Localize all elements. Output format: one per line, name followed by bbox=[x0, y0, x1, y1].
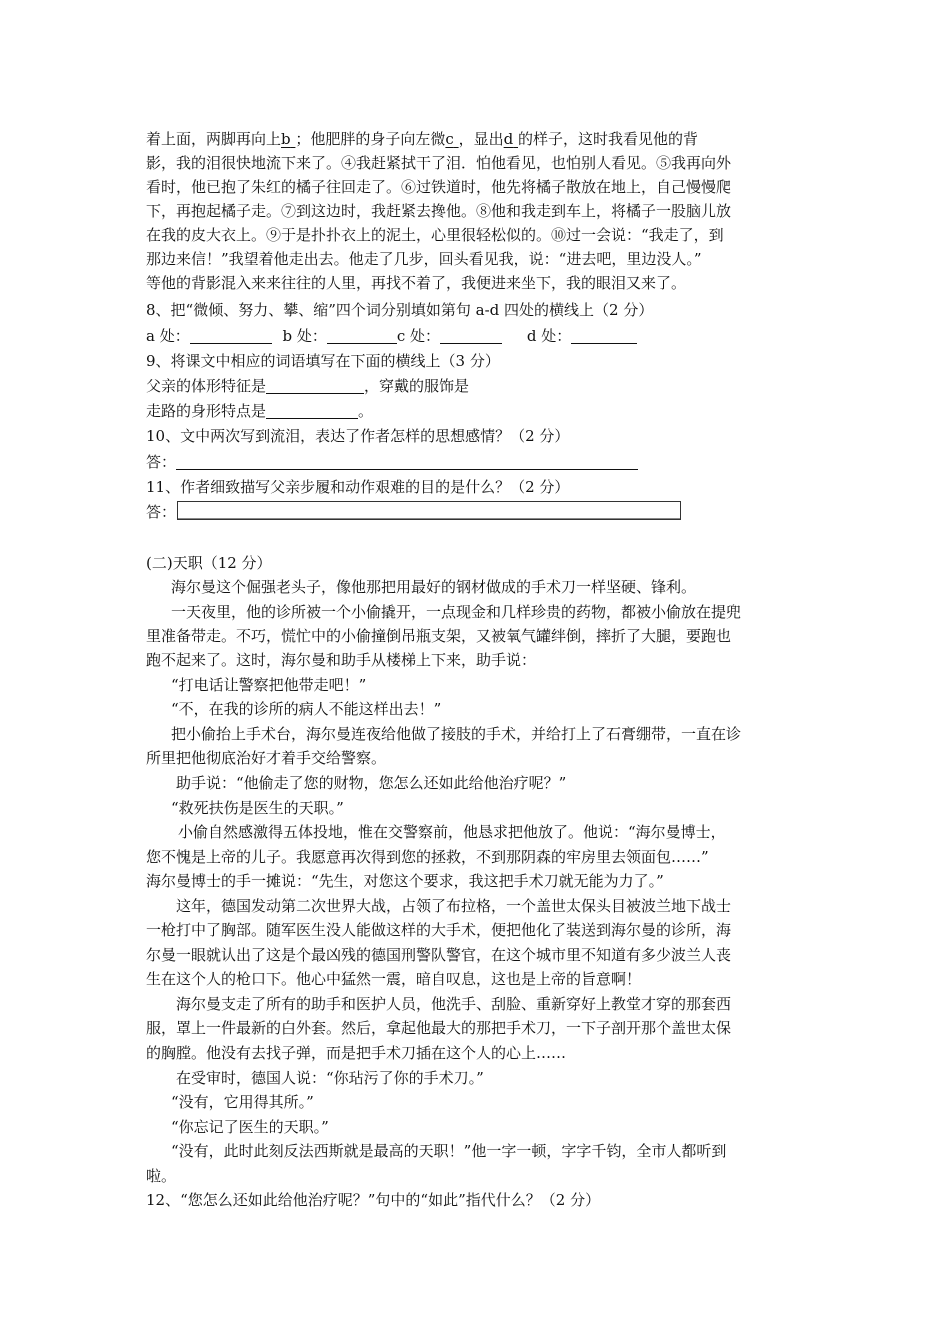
answer-blank-figure[interactable] bbox=[266, 378, 364, 394]
passage1-line: 影，我的泪很快地流下来了。④我赶紧拭干了泪．怕他看见，也怕别人看见。⑤我再向外 bbox=[146, 154, 732, 172]
question-10: 10、文中两次写到流泪，表达了作者怎样的思想感情？（2 分） bbox=[146, 427, 570, 445]
paragraph-line: 服，罩上一件最新的白外套。然后，拿起他最大的那把手术刀，一下子剖开那个盖世太保 bbox=[146, 1019, 732, 1037]
section-2-title: (二)天职（12 分） bbox=[146, 554, 272, 572]
passage1-line: 看时，他已抱了朱红的橘子往回走了。⑥过铁道时，他先将橘子散放在地上，自己慢慢爬 bbox=[146, 178, 732, 196]
paragraph-line: “救死扶伤是医生的天职。” bbox=[171, 799, 344, 817]
passage1-line-1: 着上面，两脚再向上b ；他肥胖的身子向左微c ，显出d 的样子，这时我看见他的背 bbox=[146, 130, 699, 148]
question-9: 9、将课文中相应的词语填写在下面的横线上（3 分） bbox=[146, 352, 500, 370]
paragraph-line: 的胸膛。他没有去找子弹，而是把手术刀插在这个人的心上…… bbox=[146, 1044, 567, 1062]
paragraph-line: 生在这个人的枪口下。他心中猛然一震，暗自叹息，这也是上帝的旨意啊！ bbox=[146, 970, 642, 988]
paragraph-line: 海尔曼博士的手一摊说：“先生，对您这个要求，我这把手术刀就无能为力了。” bbox=[146, 872, 664, 890]
paragraph-line: 把小偷抬上手术台，海尔曼连夜给他做了接肢的手术，并给打上了石膏绷带，一直在诊 bbox=[171, 725, 742, 743]
blank-d: d bbox=[503, 130, 514, 148]
paragraph-line: 海尔曼这个倔强老头子，像他那把用最好的钢材做成的手术刀一样坚硬、锋利。 bbox=[171, 578, 697, 596]
paragraph-line: 助手说：“他偷走了您的财物，您怎么还如此给他治疗呢？” bbox=[176, 774, 567, 792]
paragraph-line: 尔曼一眼就认出了这是个最凶残的德国刑警队警官，在这个城市里不知道有多少波兰人丧 bbox=[146, 946, 732, 964]
answer-blank-walk[interactable] bbox=[266, 403, 358, 419]
question-9-line-1: 父亲的体形特征是 ，穿戴的服饰是 bbox=[146, 377, 470, 395]
paragraph-line: 这年，德国发动第二次世界大战，占领了布拉格，一个盖世太保头目被波兰地下战士 bbox=[176, 897, 732, 915]
paragraph-line: 在受审时，德国人说：“你玷污了你的手术刀。” bbox=[176, 1069, 484, 1087]
paragraph-line: 海尔曼支走了所有的助手和医护人员，他洗手、刮脸、重新穿好上教堂才穿的那套西 bbox=[176, 995, 732, 1013]
passage1-line: 等他的背影混入来来往往的人里，再找不着了，我便进来坐下，我的眼泪又来了。 bbox=[146, 274, 687, 292]
passage1-line: 下，再抱起橘子走。⑦到这边时，我赶紧去搀他。⑧他和我走到车上，将橘子一股脑儿放 bbox=[146, 202, 732, 220]
paragraph-line: 一枪打中了胸部。随军医生没人能做这样的大手术，便把他化了装送到海尔曼的诊所，海 bbox=[146, 921, 732, 939]
answer-blank-a[interactable] bbox=[190, 328, 272, 344]
answer-blank-d[interactable] bbox=[571, 328, 637, 344]
passage1-line: 在我的皮大衣上。⑨于是扑扑衣上的泥土，心里很轻松似的。⑩过一会说：“我走了，到 bbox=[146, 226, 724, 244]
answer-blank-b[interactable] bbox=[327, 328, 397, 344]
question-8: 8、把“微倾、努力、攀、缩”四个词分别填如第句 a-d 四处的横线上（2 分） bbox=[146, 301, 654, 319]
paragraph-line: 跑不起来了。这时，海尔曼和助手从楼梯上下来，助手说： bbox=[146, 651, 537, 669]
paragraph-line: 啦。 bbox=[146, 1167, 177, 1185]
paragraph-line: “没有，它用得其所。” bbox=[171, 1093, 314, 1111]
paragraph-line: 里准备带走。不巧，慌忙中的小偷撞倒吊瓶支架，又被氧气罐绊倒，摔折了大腿，要跑也 bbox=[146, 627, 732, 645]
paragraph-line: “没有，此时此刻反法西斯就是最高的天职！”他一字一顿，字字千钧，全市人都听到 bbox=[171, 1142, 727, 1160]
answer-line-10[interactable] bbox=[176, 454, 638, 470]
question-12: 12、“您怎么还如此给他治疗呢？”句中的“如此”指代什么？（2 分） bbox=[146, 1191, 601, 1209]
question-9-line-2: 走路的身形特点是 。 bbox=[146, 402, 374, 420]
question-11: 11、作者细致描写父亲步履和动作艰难的目的是什么？（2 分） bbox=[146, 478, 570, 496]
paragraph-line: 一天夜里，他的诊所被一个小偷撬开，一点现金和几样珍贵的药物，都被小偷放在提兜 bbox=[171, 603, 742, 621]
question-10-answer: 答： bbox=[146, 450, 638, 474]
paragraph-line: “你忘记了医生的天职。” bbox=[171, 1118, 329, 1136]
paragraph-line: 您不愧是上帝的儿子。我愿意再次得到您的拯救，不到那阴森的牢房里去领面包……” bbox=[146, 848, 709, 866]
answer-blank-c[interactable] bbox=[440, 328, 502, 344]
paragraph-line: “不，在我的诊所的病人不能这样出去！” bbox=[171, 700, 442, 718]
question-11-answer-label: 答： bbox=[146, 503, 177, 521]
paragraph-line: 所里把他彻底治好才着手交给警察。 bbox=[146, 749, 387, 767]
question-8-answer-row: a 处： b 处： c 处： d 处： bbox=[146, 324, 637, 348]
paragraph-line: “打电话让警察把他带走吧！” bbox=[171, 676, 367, 694]
blank-c: c bbox=[445, 130, 454, 148]
answer-box-11[interactable] bbox=[177, 501, 681, 520]
blank-b: b bbox=[281, 130, 291, 148]
paragraph-line: 小偷自然感激得五体投地，惟在交警察前，他恳求把他放了。他说：“海尔曼博士， bbox=[178, 823, 726, 841]
passage1-line: 那边来信！”我望着他走出去。他走了几步，回头看见我，说：“进去吧，里边没人。” bbox=[146, 250, 702, 268]
